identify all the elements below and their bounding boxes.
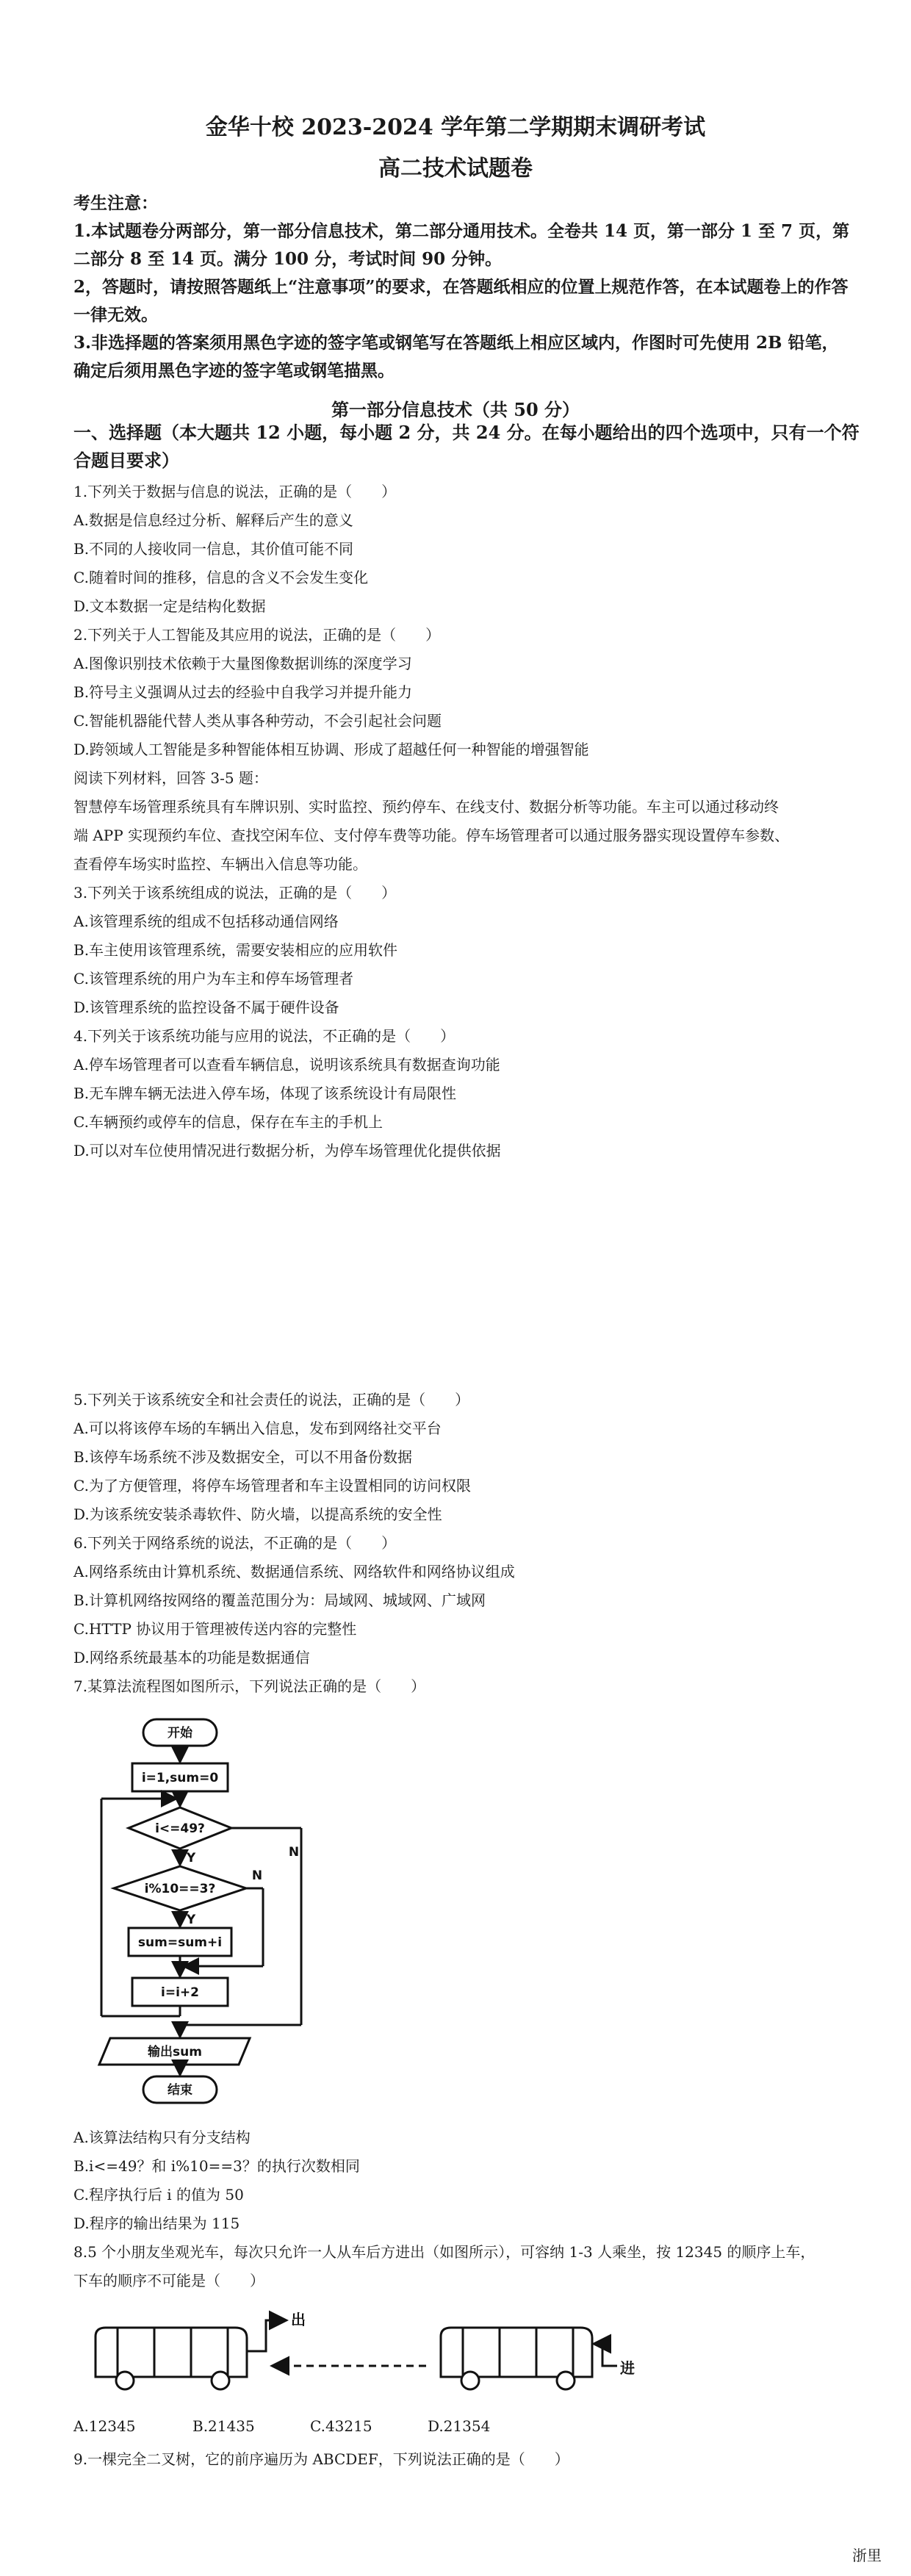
cond2-label: i%10==3? xyxy=(144,1882,216,1896)
reading-line: 查看停车场实时监控、车辆出入信息等功能。 xyxy=(73,855,367,873)
option: C.该管理系统的用户为车主和停车场管理者 xyxy=(73,970,353,987)
option: B.该停车场系统不涉及数据安全，可以不用备份数据 xyxy=(73,1448,413,1466)
question-stem: 4.下列关于该系统功能与应用的说法，不正确的是（ ） xyxy=(73,1027,455,1045)
option: B.计算机网络按网络的覆盖范围分为：局域网、城域网、广域网 xyxy=(73,1591,486,1609)
end-label: 结束 xyxy=(168,2083,192,2098)
option: D.网络系统最基本的功能是数据通信 xyxy=(73,1649,310,1666)
option: C.车辆预约或停车的信息，保存在车主的手机上 xyxy=(73,1113,383,1131)
reading-line: 智慧停车场管理系统具有车牌识别、实时监控、预约停车、在线支付、数据分析等功能。车主可以通过移动终 xyxy=(73,798,779,816)
option: C.程序执行后 i 的值为 50 xyxy=(73,2186,244,2203)
wheel xyxy=(461,2372,479,2389)
question-4 xyxy=(73,1022,860,1165)
option: A.该管理系统的组成不包括移动通信网络 xyxy=(73,913,339,930)
option: A.数据是信息经过分析、解释后产生的意义 xyxy=(73,511,353,529)
option: D.21354 xyxy=(428,2417,491,2435)
option: D.程序的输出结果为 115 xyxy=(73,2215,240,2232)
section-heading: 一、选择题（本大题共 12 小题，每小题 2 分，共 24 分。在每小题给出的四个选项中，只有一个符合题目要求） xyxy=(73,422,860,471)
question-9 xyxy=(73,2445,860,2474)
reading-line: 端 APP 实现预约车位、查找空闲车位、支付停车费等功能。停车场管理者可以通过服务器实现设置停车参数、 xyxy=(73,827,790,844)
wheel xyxy=(212,2372,229,2389)
option: A.可以将该停车场的车辆出入信息，发布到网络社交平台 xyxy=(73,1420,442,1437)
sum-label: sum=sum+i xyxy=(137,1935,223,1950)
algorithm-flowchart xyxy=(73,1712,338,2109)
enter-label: 进 xyxy=(620,2359,635,2377)
question-stem: 7.某算法流程图如图所示，下列说法正确的是（ ） xyxy=(73,1677,426,1695)
option: D.该管理系统的监控设备不属于硬件设备 xyxy=(73,999,339,1016)
question-7-stem xyxy=(73,1672,860,1701)
cond1-label: i<=49? xyxy=(155,1821,205,1836)
question-7-options xyxy=(73,2123,860,2238)
option: B.不同的人接收同一信息，其价值可能不同 xyxy=(73,540,354,558)
option: A.网络系统由计算机系统、数据通信系统、网络软件和网络协议组成 xyxy=(73,1563,515,1580)
notice-item: 1.本试题卷分两部分，第一部分信息技术，第二部分通用技术。全卷共 14 页，第一部分 1 至 7 页，第二部分 8 至 14 页。满分 100 分，考试时间 90 分钟。 xyxy=(73,221,850,269)
option: A.图像识别技术依赖于大量图像数据训练的深度学习 xyxy=(73,655,412,672)
option: D.跨领域人工智能是多种智能体相互协调、形成了超越任何一种智能的增强智能 xyxy=(73,741,589,758)
increment-label: i=i+2 xyxy=(161,1985,199,2000)
question-5 xyxy=(73,1386,860,1529)
option: C.随着时间的推移，信息的含义不会发生变化 xyxy=(73,569,368,586)
exam-subtitle: 高二技术试题卷 xyxy=(378,156,533,181)
question-stem: 5.下列关于该系统安全和社会责任的说法，正确的是（ ） xyxy=(73,1391,470,1408)
question-3 xyxy=(73,879,860,1022)
option: A.12345 xyxy=(73,2417,136,2435)
option: A.该算法结构只有分支结构 xyxy=(73,2129,251,2146)
page-footer: 浙里 xyxy=(852,2547,882,2564)
question-8-stem xyxy=(73,2238,860,2295)
reading-intro: 阅读下列材料，回答 3-5 题： xyxy=(73,769,268,787)
output-label: 输出sum xyxy=(148,2045,202,2059)
option: B.21435 xyxy=(192,2417,255,2435)
question-stem: 6.下列关于网络系统的说法，不正确的是（ ） xyxy=(73,1534,397,1552)
notice-heading: 考生注意： xyxy=(73,193,158,213)
option: B.i<=49？和 i%10==3？的执行次数相同 xyxy=(73,2157,360,2175)
option: A.停车场管理者可以查看车辆信息，说明该系统具有数据查询功能 xyxy=(73,1056,500,1073)
option: D.文本数据一定是结构化数据 xyxy=(73,597,266,615)
question-1 xyxy=(73,478,860,621)
option: C.43215 xyxy=(310,2417,372,2435)
question-stem: 1.下列关于数据与信息的说法，正确的是（ ） xyxy=(73,483,397,500)
no-label-1: N xyxy=(251,1868,263,1883)
wheel xyxy=(116,2372,134,2389)
question-6 xyxy=(73,1529,860,1672)
option: D.可以对车位使用情况进行数据分析，为停车场管理优化提供依据 xyxy=(73,1142,501,1159)
option: D.为该系统安装杀毒软件、防火墙，以提高系统的安全性 xyxy=(73,1505,442,1523)
question-8-options xyxy=(73,2417,860,2439)
question-stem: 9.一棵完全二叉树，它的前序遍历为 ABCDEF，下列说法正确的是（ ） xyxy=(73,2450,569,2468)
no-label-2: N xyxy=(288,1845,300,1860)
question-stem: 下车的顺序不可能是（ ） xyxy=(73,2272,264,2289)
init-label: i=1,sum=0 xyxy=(141,1771,219,1785)
question-stem: 8.5 个小朋友坐观光车，每次只允许一人从车后方进出（如图所示），可容纳 1-3 人乘坐，按 12345 的顺序上车， xyxy=(73,2243,815,2261)
yes-label-1: Y xyxy=(186,1851,196,1866)
reading-material xyxy=(73,764,860,879)
option: C.为了方便管理，将停车场管理者和车主设置相同的访问权限 xyxy=(73,1477,471,1494)
exit-label: 出 xyxy=(291,2311,306,2328)
question-2 xyxy=(73,621,860,764)
option: B.符号主义强调从过去的经验中自我学习并提升能力 xyxy=(73,683,413,701)
option: B.无车牌车辆无法进入停车场，体现了该系统设计有局限性 xyxy=(73,1084,457,1102)
start-label: 开始 xyxy=(168,1726,192,1741)
part-title: 第一部分信息技术（共 50 分） xyxy=(331,399,580,420)
yes-label-2: Y xyxy=(186,1913,196,1927)
option: C.HTTP 协议用于管理被传送内容的完整性 xyxy=(73,1620,357,1638)
question-stem: 3.下列关于该系统组成的说法，正确的是（ ） xyxy=(73,884,397,902)
enter-arrow xyxy=(594,2344,617,2366)
exit-arrow xyxy=(247,2320,287,2351)
option: B.车主使用该管理系统，需要安装相应的应用软件 xyxy=(73,941,398,959)
notice-item: 3.非选择题的答案须用黑色字迹的签字笔或钢笔写在答题纸上相应区域内，作图时可先使用 2B 铅笔，确定后须用黑色字迹的签字笔或钢笔描黑。 xyxy=(73,333,839,381)
notice-block xyxy=(73,190,852,385)
tour-car-figure xyxy=(73,2307,647,2403)
exam-title: 金华十校 2023-2024 学年第二学期期末调研考试 xyxy=(205,115,706,140)
notice-item: 2，答题时，请按照答题纸上“注意事项”的要求，在答题纸相应的位置上规范作答，在本试题卷上的作答一律无效。 xyxy=(73,277,849,325)
option: C.智能机器能代替人类从事各种劳动，不会引起社会问题 xyxy=(73,712,442,730)
wheel xyxy=(557,2372,575,2389)
question-stem: 2.下列关于人工智能及其应用的说法，正确的是（ ） xyxy=(73,626,441,644)
